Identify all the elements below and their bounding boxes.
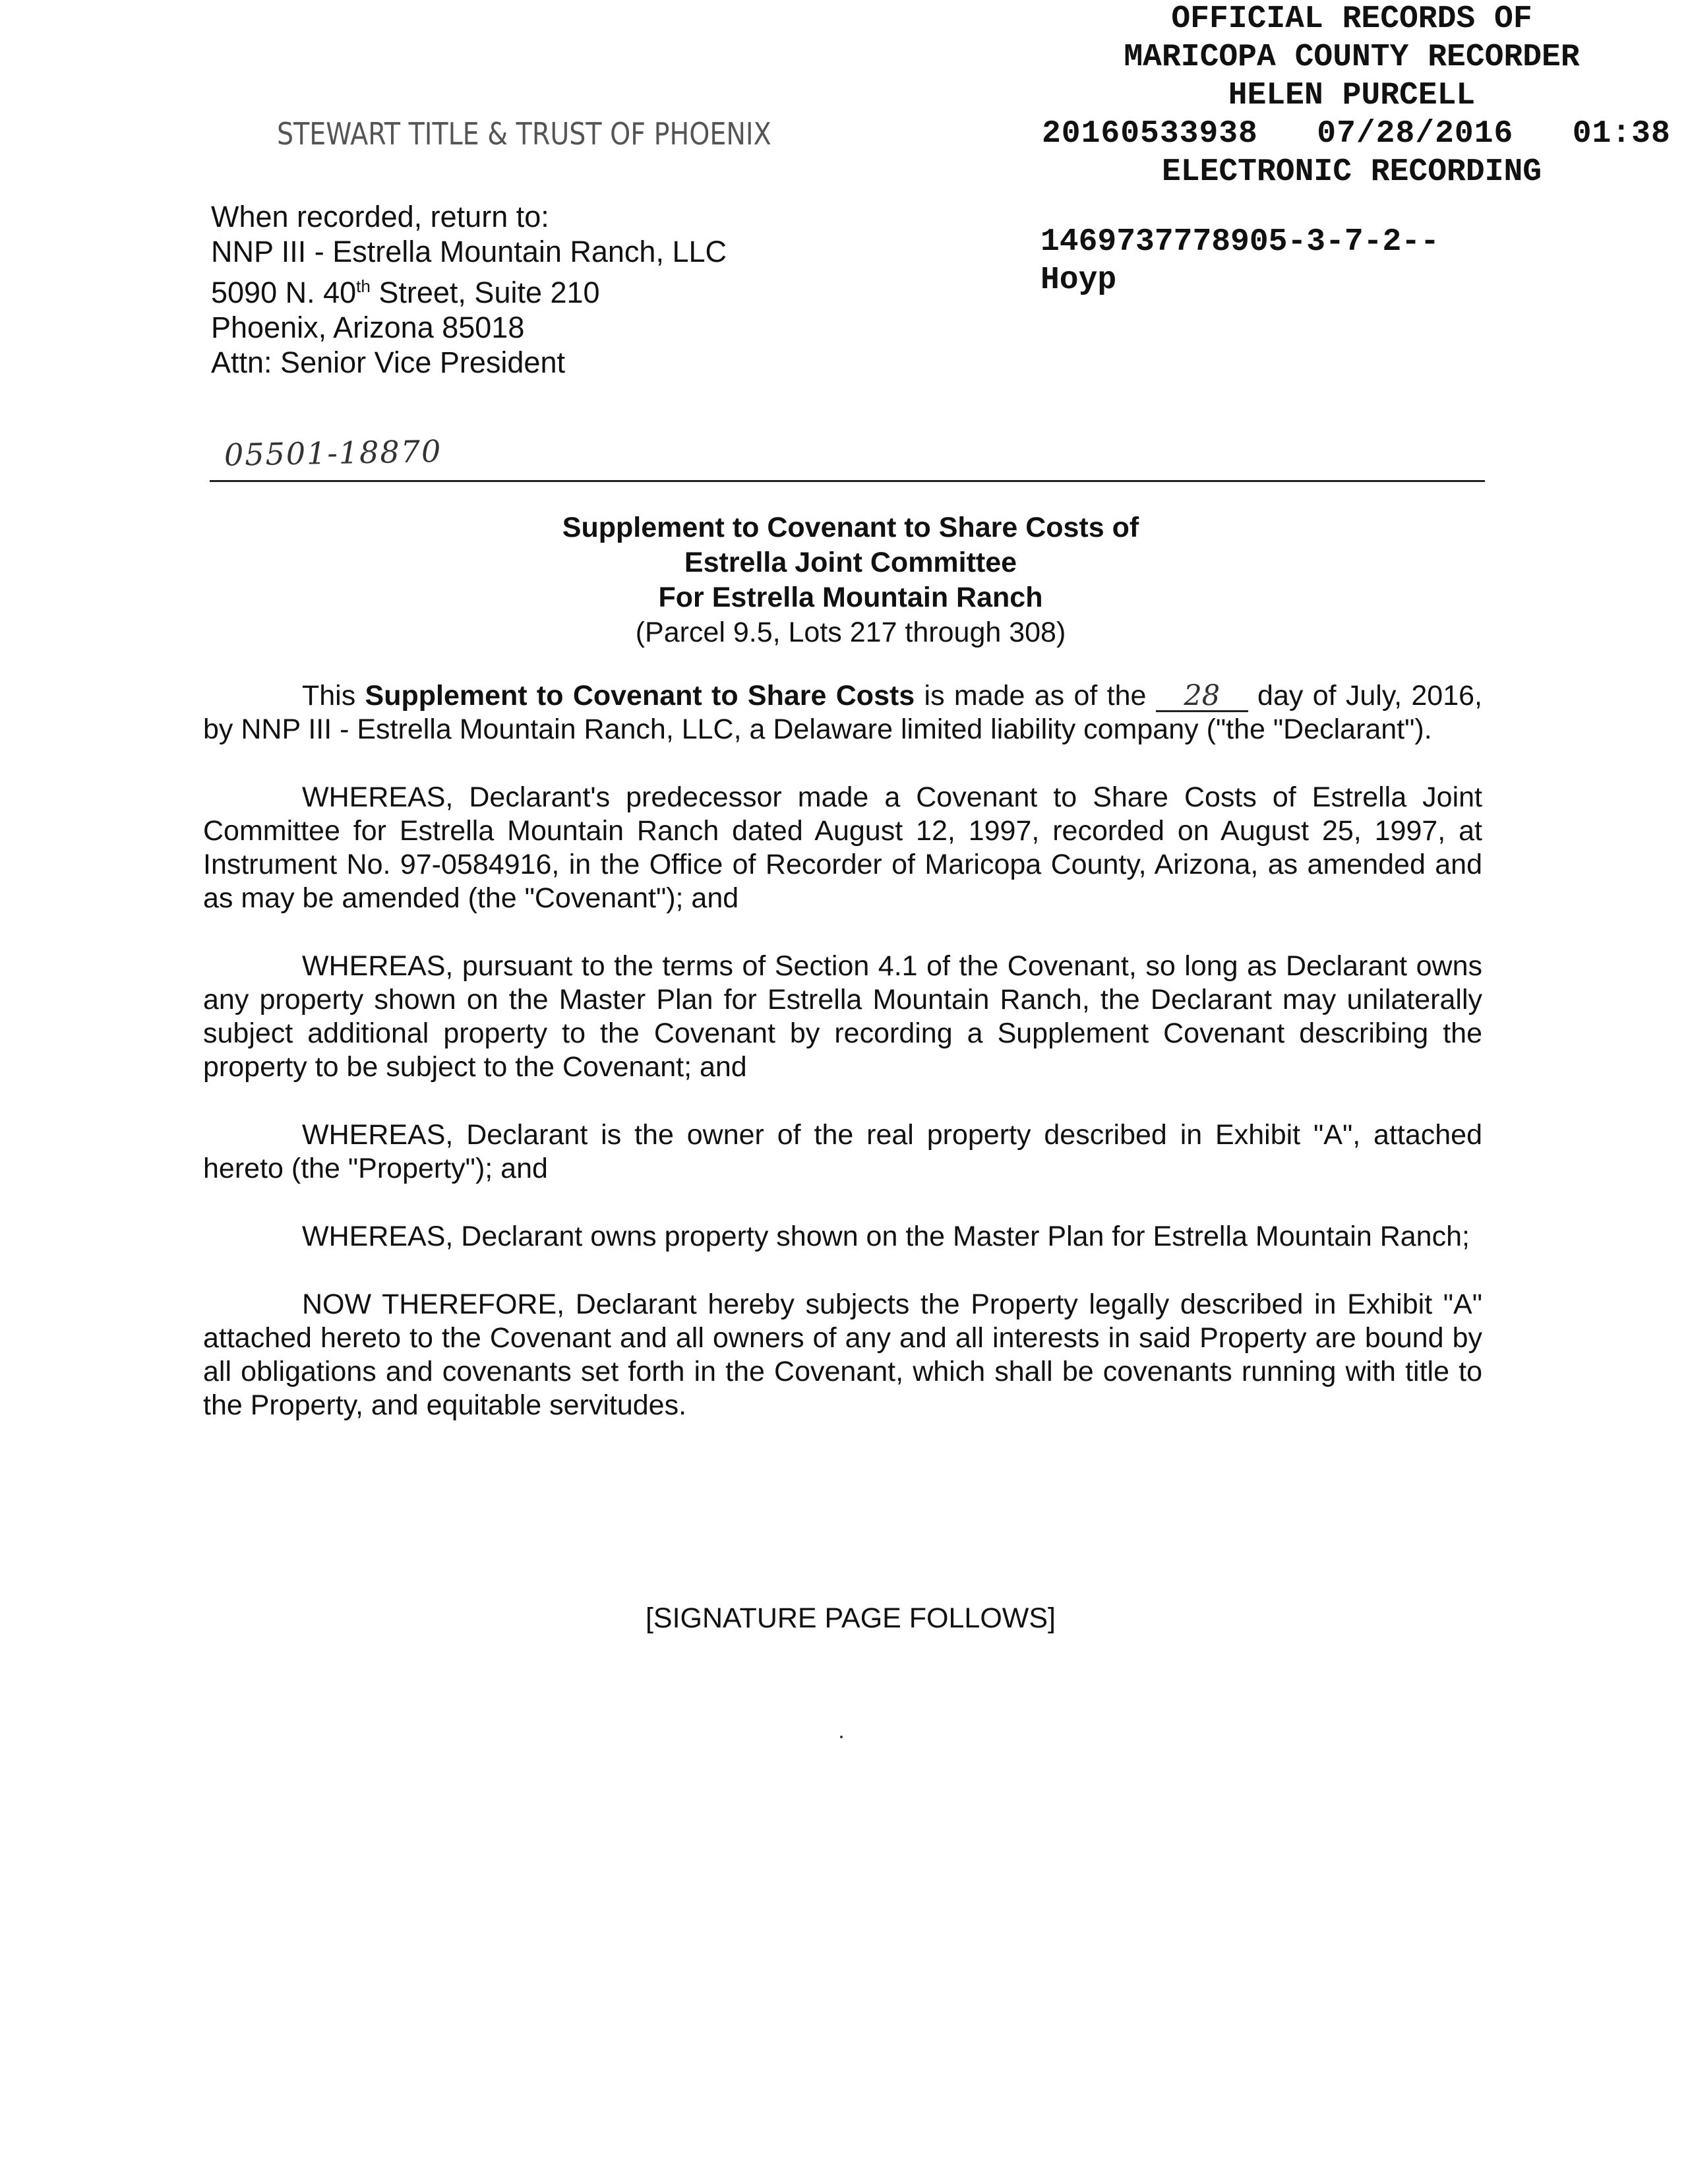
return-attn: Attn: Senior Vice President — [211, 346, 565, 379]
title-line-1: Supplement to Covenant to Share Costs of — [562, 512, 1139, 543]
stray-mark — [840, 1736, 843, 1738]
paragraph-whereas-3: WHEREAS, Declarant is the owner of the real property described in Exhibit "A", attached hereto (the "Property"); and — [203, 1119, 1482, 1184]
document-id-code: Hoyp — [1040, 262, 1117, 298]
recorder-line-2: MARICOPA COUNTY RECORDER — [1124, 40, 1580, 75]
recorder-line-1: OFFICIAL RECORDS OF — [1171, 1, 1532, 37]
recording-number-date: 20160533938 07/28/2016 01:38 — [1042, 116, 1671, 152]
recorder-header — [1029, 0, 1675, 191]
paragraph-whereas-2: WHEREAS, pursuant to the terms of Section 4.1 of the Covenant, so long as Declarant owns any property shown on the Master Plan for Estrella Mountain Ranch, the Declarant may unilaterally subject additional property to the Covenant by recording a Supplement Covenant describing the property to be subject to the Covenant; and — [203, 950, 1482, 1083]
recorder-line-3: HELEN PURCELL — [1228, 78, 1476, 113]
return-city: Phoenix, Arizona 85018 — [211, 311, 525, 344]
signature-page-note: [SIGNATURE PAGE FOLLOWS] — [645, 1602, 1056, 1634]
horizontal-rule — [210, 480, 1485, 482]
title-company-stamp: STEWART TITLE & TRUST OF PHOENIX — [277, 116, 771, 152]
title-line-3: For Estrella Mountain Ranch — [658, 582, 1043, 613]
recorder-line-5: ELECTRONIC RECORDING — [1161, 154, 1542, 190]
return-label: When recorded, return to: — [211, 200, 549, 233]
return-name: NNP III - Estrella Mountain Ranch, LLC — [211, 235, 727, 268]
paragraph-now-therefore: NOW THEREFORE, Declarant hereby subjects the Property legally described in Exhibit "A" attached hereto to the Covenant and all owners of any and all interests in said Property are bound by all obligations and covenants set forth in the Covenant, which shall be covenants running with title to the Property, and equitable servitudes. — [203, 1289, 1482, 1421]
return-street: 5090 N. 40th Street, Suite 210 — [211, 276, 600, 309]
paragraph-whereas-1: WHEREAS, Declarant's predecessor made a Covenant to Share Costs of Estrella Joint Committee for Estrella Mountain Ranch dated August 12, 1997, recorded on August 25, 1997, at Instrument No. 97-0584916, in the Office of Recorder of Maricopa County, Arizona, as amended and as may be amended (the "Covenant"); and — [203, 781, 1482, 914]
handwritten-file-number: 05501-18870 — [224, 433, 442, 473]
document-title — [422, 510, 1279, 650]
return-address — [211, 199, 727, 380]
paragraph-intro: This Supplement to Covenant to Share Costs is made as of the 28 day of July, 2016, by NNP III - Estrella Mountain Ranch, LLC, a Delaware limited liability company ("the "Declarant"). — [203, 679, 1482, 745]
intro-bold-title: Supplement to Covenant to Share Costs — [365, 680, 915, 712]
paragraph-whereas-4: WHEREAS, Declarant owns property shown on the Master Plan for Estrella Mountain Ranch; — [302, 1221, 1470, 1252]
document-body — [203, 679, 1482, 1457]
title-line-2: Estrella Joint Committee — [684, 547, 1017, 578]
title-line-4: (Parcel 9.5, Lots 217 through 308) — [635, 617, 1066, 648]
handwritten-day: 28 — [1156, 681, 1248, 712]
document-id-block — [1040, 223, 1439, 299]
document-id-number: 1469737778905-3-7-2-- — [1040, 224, 1439, 260]
